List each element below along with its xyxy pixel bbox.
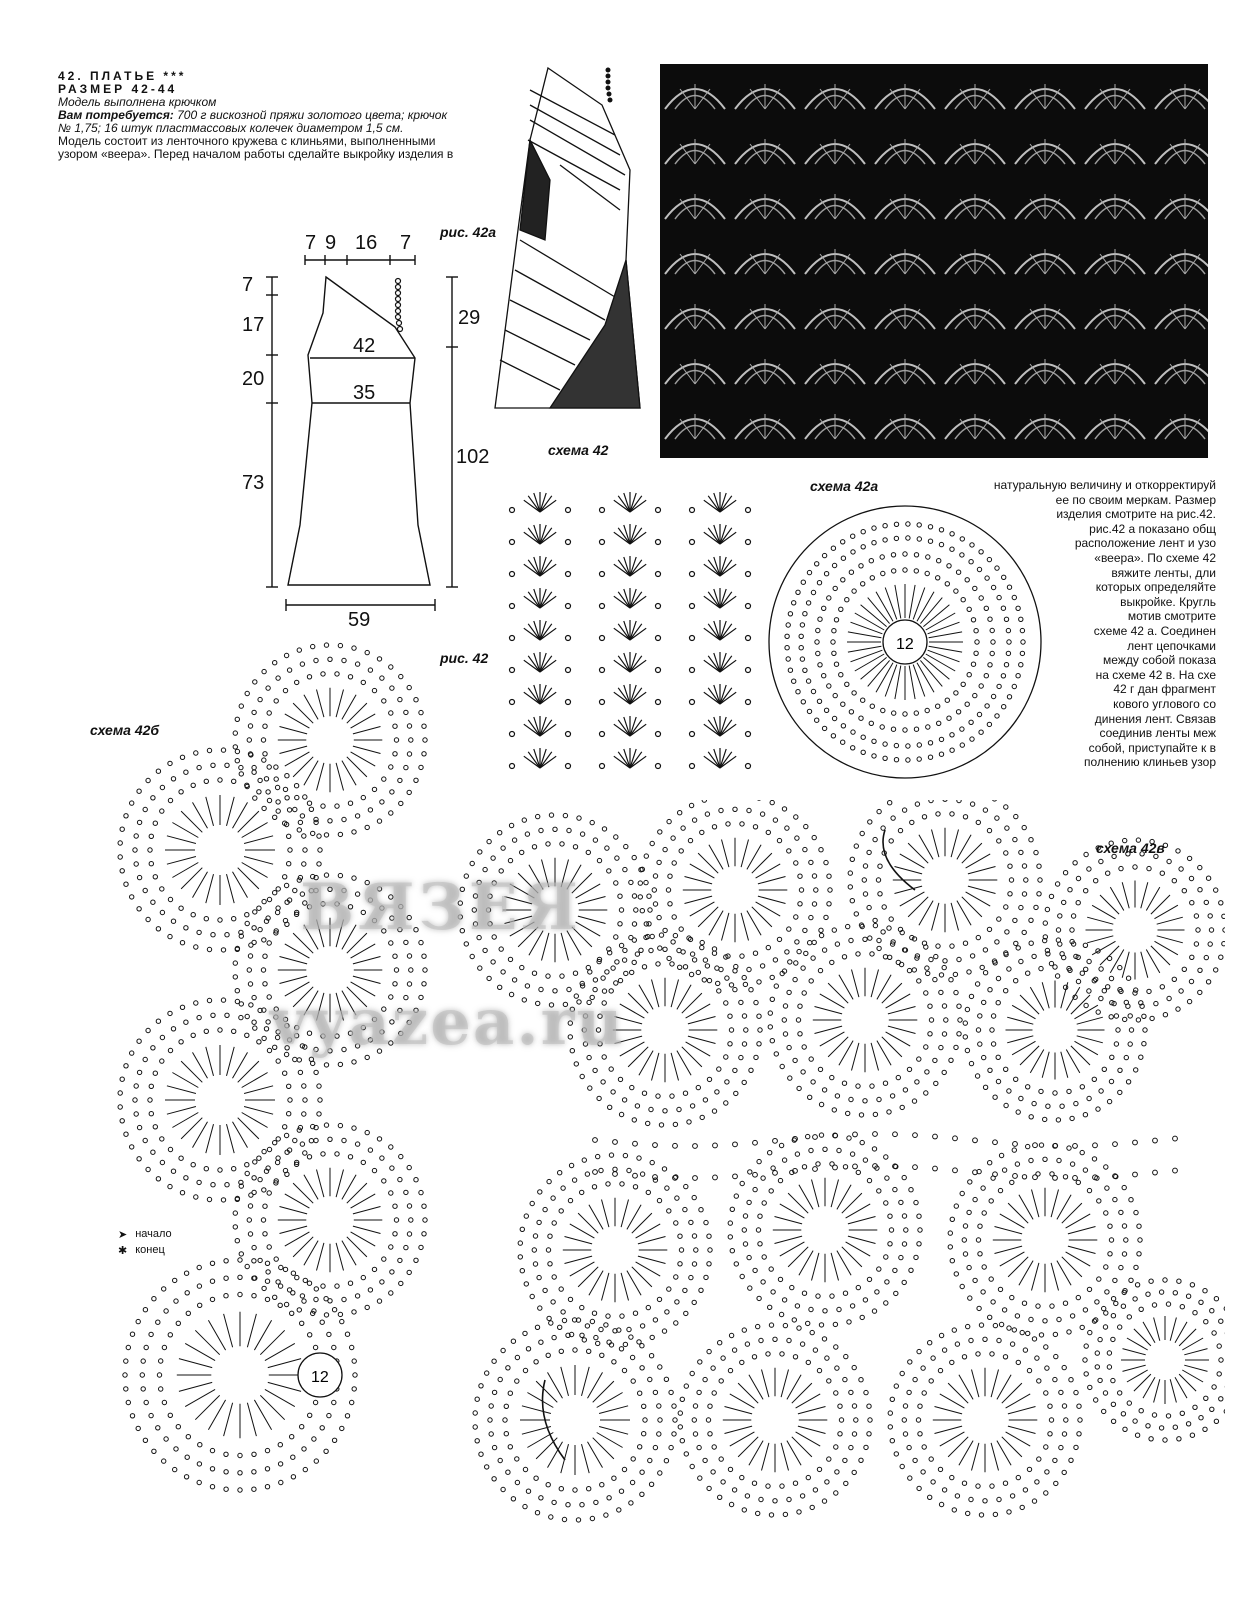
legend-start: начало xyxy=(135,1228,172,1240)
lace-photo xyxy=(660,64,1208,458)
lace-texture xyxy=(660,64,1208,458)
ribbon-scheme-42b xyxy=(80,640,460,1530)
watermark-title: ВЯЗЕЯ xyxy=(300,870,582,945)
watermark-url: vyazea.ru xyxy=(270,985,625,1060)
caption-scheme42v: схема 42в xyxy=(1096,840,1165,856)
motif-center-label: 12 xyxy=(896,636,914,653)
width-42: 42 xyxy=(353,335,376,357)
dim-left-4: 73 xyxy=(242,472,265,494)
materials: Вам потребуется: 700 г вискозной пряжи золотого цвета; крючок xyxy=(58,108,448,122)
dim-top-4: 7 xyxy=(400,232,412,254)
dim-top-2: 9 xyxy=(325,232,337,254)
dim-left-3: 20 xyxy=(242,368,265,390)
legend-end: конец xyxy=(135,1244,165,1256)
dim-left-2: 17 xyxy=(242,314,265,336)
pattern-drawing xyxy=(230,225,520,635)
caption-fig42: рис. 42 xyxy=(440,650,489,666)
instructions-text: натуральную величину и откорректируй ее по своим меркам. Размер изделия смотрите на рис.42. рис.42 а показано общ расположение лент и узо «веера». По схеме 42 вяжите ленты, дли которых определяйте выкройке. Кругль мотив смотрите схеме 42 а. Соединен лент цепочками между собой показа на схеме 42 в. На схе 42 г дан фрагмент кового углового со динения лент. Связав соединив ленты меж собой, приступайте к в полнению клиньев узор xyxy=(993,478,1216,770)
start-arrow-icon: ➤ xyxy=(118,1228,128,1241)
dim-top-1: 7 xyxy=(305,232,317,254)
end-star-icon: ✱ xyxy=(118,1244,128,1257)
legend xyxy=(118,1226,172,1258)
title: 42. ПЛАТЬЕ *** xyxy=(58,69,187,83)
caption-scheme42: схема 42 xyxy=(548,442,609,458)
dim-right-2: 102 xyxy=(456,446,490,468)
caption-scheme42b: схема 42б xyxy=(90,722,160,738)
bead-strap-icon xyxy=(396,279,403,332)
technique: Модель выполнена крючком xyxy=(58,95,217,109)
width-35: 35 xyxy=(353,382,376,404)
description-2: узором «веера». Перед началом работы сделайте выкройку изделия в xyxy=(58,147,454,161)
fan-stitch-scheme xyxy=(495,470,785,780)
header-block xyxy=(58,70,518,161)
caption-scheme42a: схема 42а xyxy=(810,478,879,494)
description-1: Модель состоит из ленточного кружева с клиньями, выполненными xyxy=(58,134,436,148)
motif-b-center-label: 12 xyxy=(311,1369,329,1386)
ribbon-layout-drawing xyxy=(490,60,650,410)
caption-fig42a: рис. 42а xyxy=(440,224,497,240)
materials-2: № 1,75; 16 штук пластмассовых колечек диаметром 1,5 см. xyxy=(58,121,404,135)
dim-right-1: 29 xyxy=(458,307,481,329)
dim-top-3: 16 xyxy=(355,232,378,254)
dim-left-1: 7 xyxy=(242,274,254,296)
size: РАЗМЕР 42-44 xyxy=(58,82,178,96)
dim-bottom: 59 xyxy=(348,609,371,631)
